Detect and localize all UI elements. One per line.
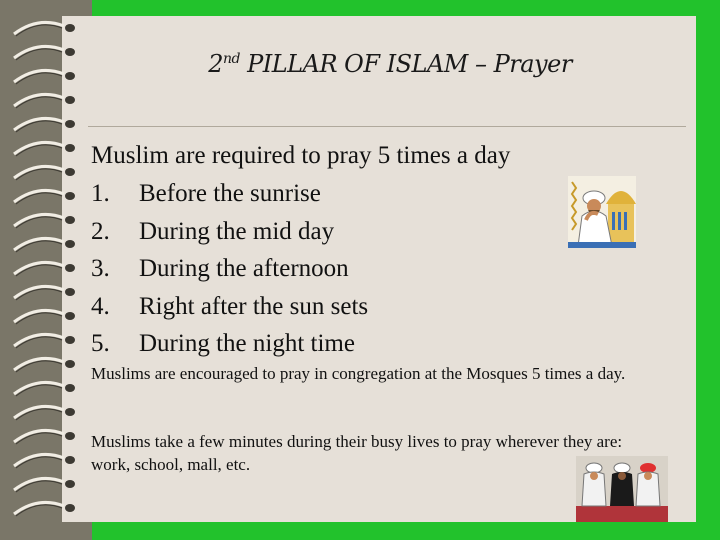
list-item-number: 1. <box>91 180 110 207</box>
prayer-times-list <box>91 175 368 363</box>
list-item-number: 4. <box>91 292 110 320</box>
list-item-number: 3. <box>91 255 110 282</box>
title-ordinal-suffix: nd <box>222 51 240 67</box>
list-item <box>91 288 368 326</box>
title-ordinal: 2 <box>208 50 223 78</box>
list-item-number: 2. <box>91 217 110 245</box>
list-item-text: During the afternoon <box>139 255 349 282</box>
list-item <box>91 175 368 213</box>
list-item-text: During the night time <box>139 330 355 357</box>
congregation-prayer-icon <box>576 456 668 522</box>
busy-lives-paragraph: Muslims take a few minutes during their busy lives to pray wherever they are: work, school, mall, etc. <box>91 432 623 474</box>
lead-statement: Muslim are required to pray 5 times a day <box>91 142 511 169</box>
list-item-text: During the mid day <box>139 217 335 245</box>
title-divider <box>88 126 686 127</box>
praying-man-mosque-icon <box>568 176 636 248</box>
list-item-number: 5. <box>91 330 110 357</box>
list-item-text: Right after the sun sets <box>139 292 369 320</box>
list-item <box>91 325 368 363</box>
congregation-paragraph: Muslims are encouraged to pray in congregation at the Mosques 5 times a day. <box>91 364 626 383</box>
list-item <box>91 213 368 251</box>
spiral-binding-icon <box>8 18 78 518</box>
page-title <box>160 50 620 78</box>
list-item <box>91 250 368 288</box>
list-item-text: Before the sunrise <box>139 180 321 207</box>
title-text: PILLAR OF ISLAM – Prayer <box>247 50 572 78</box>
